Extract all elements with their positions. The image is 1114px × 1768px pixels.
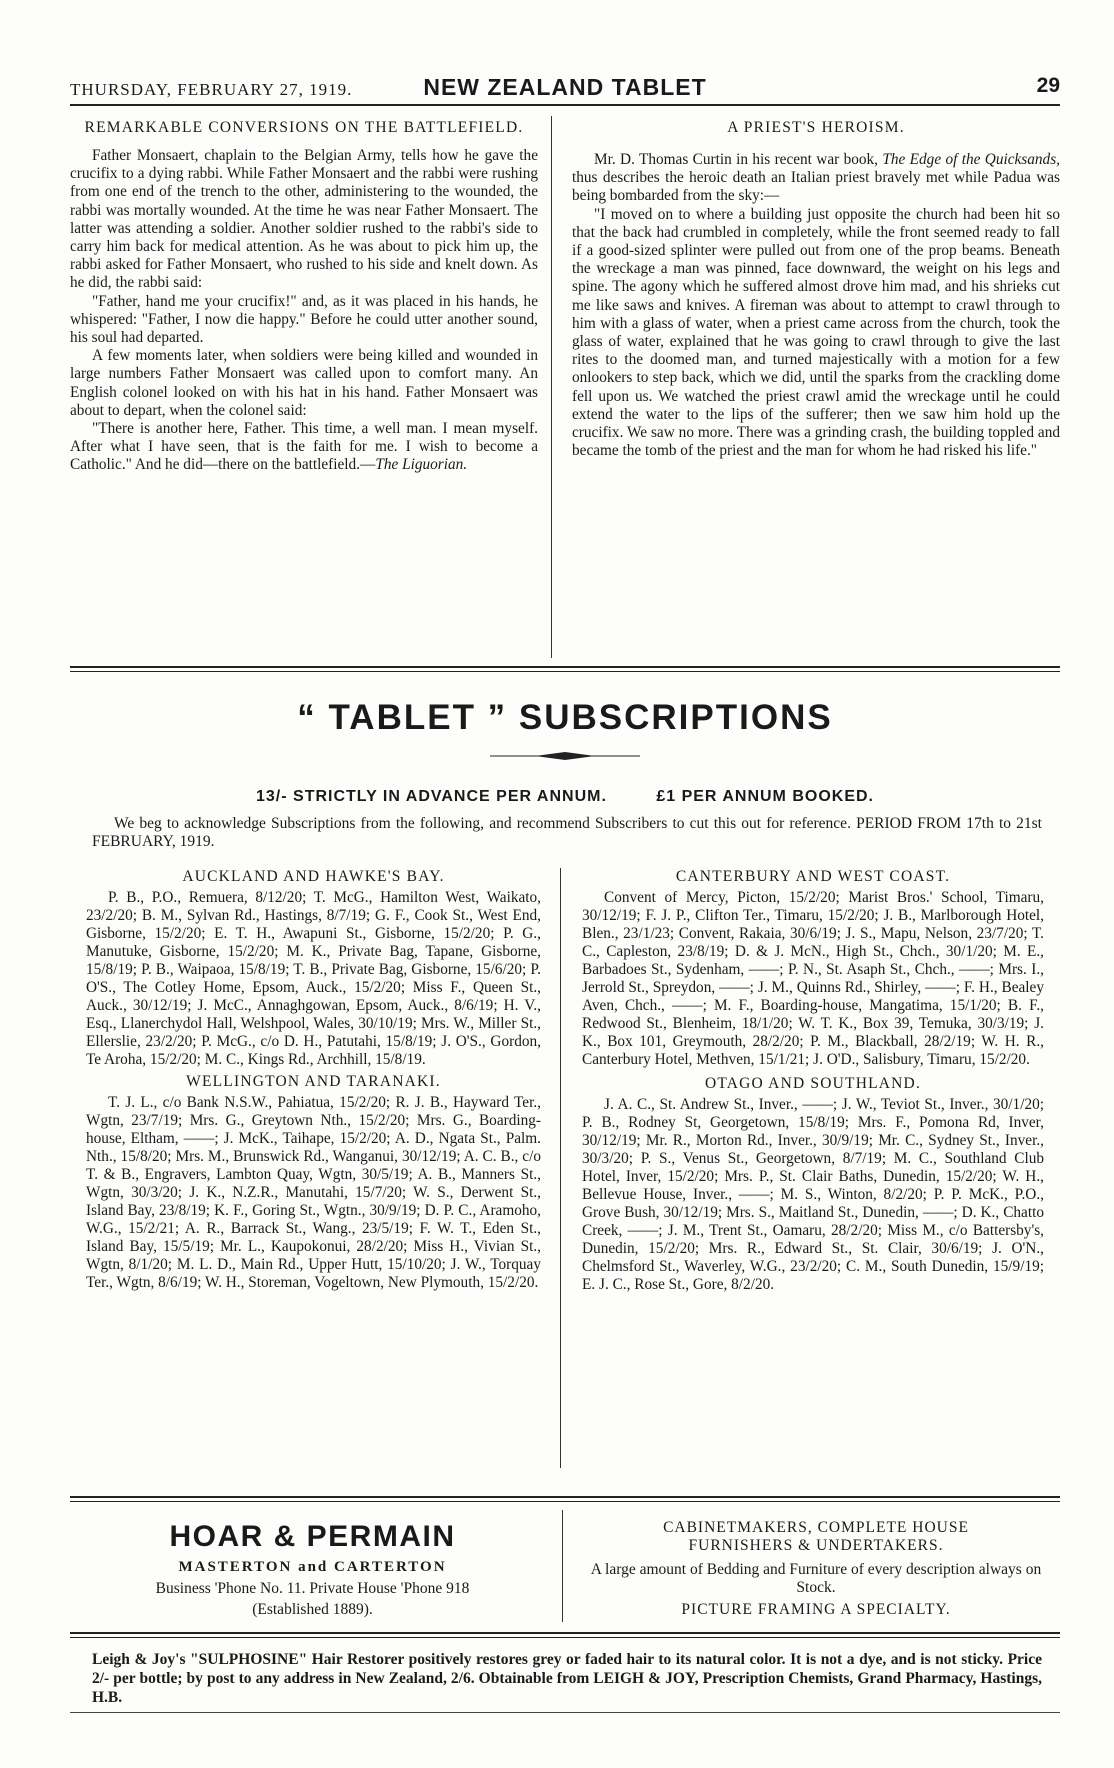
- picture-framing-specialty: PICTURE FRAMING A SPECIALTY.: [681, 1601, 951, 1618]
- subscriptions-title: “ TABLET ” SUBSCRIPTIONS: [297, 698, 833, 737]
- hoar-permain-phones: Business 'Phone No. 11. Private House 'Phone 918: [155, 1580, 470, 1597]
- region-list: Convent of Mercy, Picton, 15/2/20; Marist Bros.' School, Timaru, 30/12/19; F. J. P., Clifton Ter., Timaru, 15/2/20; J. B., Marlborough Hotel, Blen., 23/1/23; Convent, Rakaia, 30/6/19; J. S., Mapu, Nelson, 23/7/20; T. C., Capleston, 23/8/19; D. & J. McN., High St., Chch., 30/1/20; M. E., Barbadoes St., Sydenham, ——; P. N., St. Asaph St., Chch., ——; Mrs. I., Jerrold St., Spreydon, ——; J. M., Quinns Rd., Shirley, ——; F. H., Bealey Aven, Chch., ——; M. F., Boarding-house, Mangatima, 15/1/20; B. F., Redwood St., Blenheim, 18/1/20; W. T. K., Box 39, Temuka, 30/3/19; J. K., Box 101, Greymouth, 28/2/20; P. M., Blackball, 28/2/19; W. H. R., Canterbury Hotel, Methven, 15/1/21; J. O'D., Salisbury, Timaru, 15/2/20.: [582, 889, 1044, 1068]
- article-conversions: [70, 118, 538, 475]
- book-title: The Edge of the Quicksands,: [882, 151, 1060, 168]
- region-list: J. A. C., St. Andrew St., Inver., ——; J. W., Teviot St., Inver., 30/1/20; P. B., Rodney St, Georgetown, 15/8/19; Mrs. F., Pomona Rd, Inver, 30/12/19; Mr. R., Morton Rd., Inver., 30/9/19; Mr. C., Sydney St., Inver., 30/3/20; P. S., Venus St., Georgetown, 8/7/19; M. C., Southland Club Hotel, Inver, 15/2/20; Mrs. P., St. Clair Baths, Dunedin, 15/2/20; W. H., Bellevue House, Inver., ——; M. S., Winton, 8/2/20; P. P. McK., P.O., Grove Bush, 30/12/19; Mrs. S., Maitland St., Dunedin, ——; D. K., Chatto Creek, ——; J. M., Trent St., Oamaru, 28/2/20; Miss M., c/o Battersby's, Dunedin, 15/2/20; Mrs. R., Edward St., St. Clair, 30/6/19; J. O'N., Chelmsford St., Waverley, W.G., 23/2/20; C. M., South Dunedin, 15/9/19; E. J. C., Rose St., Gore, 8/2/20.: [582, 1096, 1044, 1293]
- region-title: CANTERBURY AND WEST COAST.: [675, 868, 951, 885]
- hoar-permain-towns: MASTERTON and CARTERTON: [178, 1559, 447, 1575]
- cabinetmakers-headline: CABINETMAKERS, COMPLETE HOUSE FURNISHERS & UNDERTAKERS.: [663, 1519, 969, 1554]
- hoar-permain-established: (Established 1889).: [252, 1601, 373, 1618]
- column-divider: [551, 116, 552, 658]
- region-title: AUCKLAND AND HAWKE'S BAY.: [182, 868, 445, 885]
- subscriptions-intro: [92, 815, 1042, 851]
- section-divider: [70, 1496, 1060, 1502]
- publication-title: NEW ZEALAND TABLET: [423, 74, 707, 100]
- issue-date: THURSDAY, FEBRUARY 27, 1919.: [70, 80, 353, 99]
- article-paragraph: "Father, hand me your crucifix!" and, as it was placed in his hands, he whispered: "Father, I now die happy." Before he could utter another sound, his soul had departed.: [70, 292, 538, 347]
- bottom-rule: [70, 1712, 1060, 1713]
- article-paragraph: A few moments later, when soldiers were being killed and wounded in large numbers Father Monsaert was called upon to comfort many. An English colonel looked on with his hat in his hand. Father Monsaert was about to depart, when the colonel said:: [70, 347, 538, 419]
- article-paragraph: "There is another here, Father. This time, a well man. I mean myself. After what I have seen, that is the faith for me. I wish to become a Catholic." And he did—there on the battlefield.—The Liguorian.: [70, 420, 538, 474]
- hoar-permain-name: HOAR & PERMAIN: [169, 1520, 456, 1553]
- ornament-rule: [490, 751, 640, 761]
- subscription-terms: [70, 788, 1060, 806]
- term-advance: 13/- STRICTLY IN ADVANCE PER ANNUM.: [256, 788, 607, 805]
- intro-text: We beg to acknowledge Subscriptions from the following, and recommend Subscribers to cut this out for reference. PERIOD FROM 17th to 21st FEBRUARY, 1919.: [92, 815, 1042, 850]
- region-list: P. B., P.O., Remuera, 8/12/20; T. McG., Hamilton West, Waikato, 23/2/20; B. M., Sylvan Rd., Hastings, 8/7/19; G. F., Cook St., West End, Gisborne, 15/2/20; E. T. H., Awapuni St., Gisborne, 15/2/20; P. G., Manutuke, Gisborne, 15/2/20; M. K., Private Bag, Tapane, Gisborne, 15/8/19; P. B., Waipaoa, 15/8/19; T. B., Private Bag, Gisborne, 15/6/20; P. O'S., The Cotley Home, Epsom, Auck., 15/2/20; Miss F., Queen St., Auck., 30/12/19; J. McC., Annaghgowan, Epsom, Auck., 8/6/19; H. V., Esq., Llanerchydol Hall, Welshpool, Wales, 30/10/19; Mrs. W., Miller St., Ellerslie, 23/2/20; P. McG., c/o D. H., Patutahi, 15/8/19; J. O'S., Gordon, Te Aroha, 15/2/20; M. C., Kings Rd., Archhill, 15/8/19.: [86, 889, 541, 1068]
- subscriptions-right-column: [582, 866, 1044, 1294]
- region-title: WELLINGTON AND TARANAKI.: [186, 1073, 441, 1090]
- article-heroism: [572, 118, 1060, 460]
- article-source: The Liguorian.: [375, 456, 468, 474]
- cabinetmakers-body: A large amount of Bedding and Furniture of every description always on Stock.: [590, 1561, 1042, 1596]
- subscriptions-left-column: [86, 866, 541, 1292]
- column-divider: [560, 868, 561, 1468]
- article-paragraph: Mr. D. Thomas Curtin in his recent war book, The Edge of the Quicksands, thus describes the heroic death an Italian priest bravely met while Padua was being bombarded from the sky:—: [572, 151, 1060, 205]
- ad-divider: [562, 1510, 563, 1622]
- article-paragraph: Father Monsaert, chaplain to the Belgian Army, tells how he gave the crucifix to a dying rabbi. While Father Monsaert and the rabbi were rushing from one end of the trench to the other, administering to the wounded, the rabbi was mortally wounded. At the time he was near Father Monsaert. The latter was attending a soldier. Another soldier rushed to the rabbi's side to carry him back for medical attention. As he was about to pick him up, the rabbi asked for Father Monsaert, who rushed to his side and knelt down. As he did, the rabbi said:: [70, 147, 538, 292]
- section-divider: [70, 1632, 1060, 1638]
- article-paragraph: "I moved on to where a building just opposite the church had been hit so that the back had crumbled in completely, while the front seemed ready to fall if a good-sized splinter were pulled out from one of the prop beams. Beneath the wreckage a man was pinned, face downward, the weight on his legs and spine. The agony which he suffered almost drove him mad, and his shrieks cut me like saws and knives. A fireman was about to attempt to crawl through to him with a glass of water, when a priest came across from the church, took the glass of water, explained that he was going to crawl through to give the last rites to the doomed man, and turned majestically with a motion for a few onlookers to step back, which we did, until the sparks from the crackling dome fell upon us. We watched the priest crawl amid the wreckage until he could extend the water to the lips of the sufferer; then we saw him hold up the crucifix. We saw no more. There was a grinding crash, the building toppled and became the tomb of the priest and the man for whom he had risked his life.": [572, 205, 1060, 460]
- article-title: A PRIEST'S HEROISM.: [727, 119, 905, 136]
- section-divider: [70, 666, 1060, 672]
- article-title: REMARKABLE CONVERSIONS ON THE BATTLEFIELD.: [84, 119, 524, 136]
- region-list: T. J. L., c/o Bank N.S.W., Pahiatua, 15/2/20; R. J. B., Hayward Ter., Wgtn, 23/7/19; Mrs. G., Greytown Nth., 15/2/20; Mrs. G., Boarding-house, Eltham, ——; J. McK., Taihape, 15/2/20; A. D., Ngata St., Palm. Nth., 15/8/20; Mrs. M., Brunswick Rd., Wanganui, 30/12/19; A. C. B., c/o T. & B., Engravers, Lambton Quay, Wgtn, 30/5/19; A. B., Manners St., Wgtn, 30/3/20; J. K., N.Z.R., Manutahi, 15/7/20; W. S., Derwent St., Island Bay, 23/8/19; K. F., Goring St., Wgtn., 30/9/19; D. P. C., Aramoho, W.G., 15/2/21; A. R., Barrack St., Wang., 23/5/19; F. W. T., Eden St., Island Bay, 15/5/19; Mr. L., Kaupokonui, 28/2/20; Miss H., Vivian St., Wgtn, 8/1/20; M. L. D., Main Rd., Upper Hutt, 15/10/20; J. W., Torquay Ter., Wgtn, 8/6/19; W. H., Storeman, Vogeltown, New Plymouth, 15/2/20.: [86, 1094, 541, 1291]
- page-number: 29: [1036, 74, 1060, 97]
- masthead: [70, 70, 1060, 106]
- term-booked: £1 PER ANNUM BOOKED.: [656, 788, 874, 805]
- region-title: OTAGO AND SOUTHLAND.: [704, 1075, 922, 1092]
- sulphosine-ad: Leigh & Joy's "SULPHOSINE" Hair Restorer positively restores grey or faded hair to its natural color. It is not a dye, and is not sticky. Price 2/- per bottle; by post to any address in New Zealand, 2/6. Obtainable from LEIGH & JOY, Prescription Chemists, Grand Pharmacy, Hastings, H.B.: [92, 1651, 1042, 1706]
